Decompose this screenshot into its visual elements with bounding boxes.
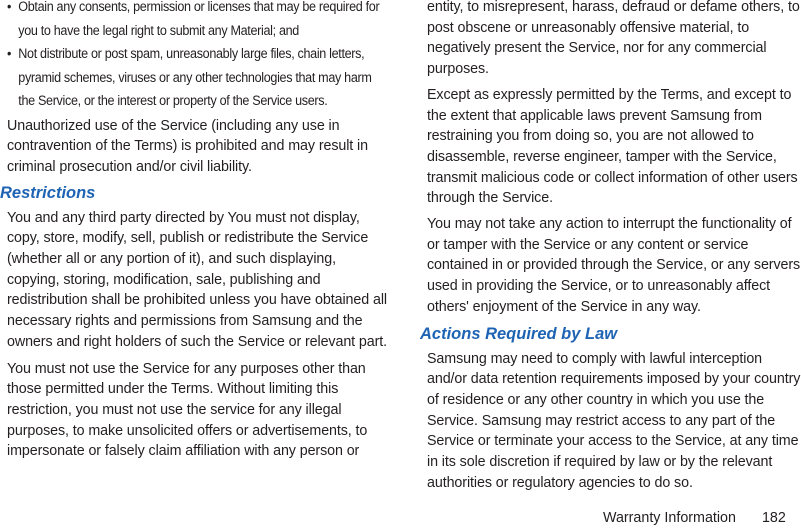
heading-restrictions: Restrictions <box>0 183 96 202</box>
bullet-dot-icon: • <box>7 46 12 61</box>
paragraph-actions: Samsung may need to comply with lawful interception and/or data retention requirements imposed by your country of residence or any other country in which you use the Service. Samsung may restrict access to any part of the Service or terminate your access to the Service, at any time in its sole discretion if required by law or by the relevant authorities or regulatory agencies to do so. <box>427 350 801 491</box>
page-number: 182 <box>761 510 786 526</box>
paragraph-continued: entity, to misrepresent, harass, defraud or defame others, to post obscene or unreasonably offensive material, to negatively present the Service, nor for any commercial purposes. <box>427 0 800 78</box>
right-column <box>420 0 801 493</box>
paragraph-restrictions-2: You must not use the Service for any purposes other than those permitted under the Terms. Without limiting this restriction, you must not use the service for any illegal purposes, to make unsolicited offers or advertisements, to impersonate or falsely claim affiliation with any person or <box>7 360 368 460</box>
footer-section-title: Warranty Information <box>603 510 736 526</box>
bullet-dot-icon: • <box>7 0 12 14</box>
bullet-item <box>7 42 375 113</box>
paragraph-interrupt: You may not take any action to interrupt the functionality of or tamper with the Service or any content or service contained in or provided through the Service, or any servers used in providing the Service, or to unreasonably affect others' enjoyment of the Service in any way. <box>427 216 801 315</box>
bullet-text: Not distribute or post spam, unreasonably large files, chain letters, pyramid schemes, viruses or any other technologies that may harm the Service, or the interest or property of the Service users. <box>18 46 372 108</box>
left-column <box>0 0 388 462</box>
paragraph-except: Except as expressly permitted by the Terms, and except to the extent that applicable laws prevent Samsung from restraining you from doing so, you are not allowed to disassemble, reverse engineer, tamper with the Service, transmit malicious code or collect information of other users through the Service. <box>427 86 798 207</box>
bullet-text: Obtain any consents, permission or licenses that may be required for you to have the legal right to submit any Material; and <box>18 0 380 38</box>
paragraph-restrictions-1: You and any third party directed by You must not display, copy, store, modify, sell, publish or redistribute the Service (whether all or any portion of it), and such displaying, copying, storing, modification, sale, publishing and redistribution shall be prohibited unless you have obtained all necessary rights and permissions from Samsung and the owners and right holders of such the Service or relevant part. <box>7 209 388 350</box>
paragraph-unauthorized: Unauthorized use of the Service (including any use in contravention of the Terms) is prohibited and may result in criminal prosecution and/or civil liability. <box>7 117 368 175</box>
bullet-item <box>7 0 380 42</box>
page-footer <box>603 508 786 528</box>
heading-actions-required: Actions Required by Law <box>420 324 618 343</box>
